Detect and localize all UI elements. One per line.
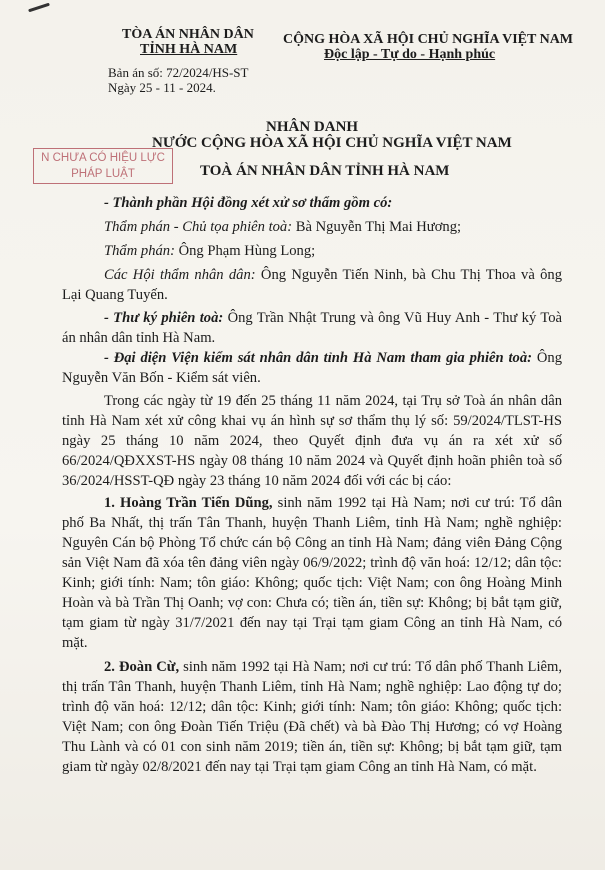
defendant-2-name: 2. Đoàn Cừ, <box>104 659 180 675</box>
stamp-line1: N CHƯA CÓ HIỆU LỰC <box>41 152 165 164</box>
defendant-2-details: sinh năm 1992 tại Hà Nam; nơi cư trú: Tổ dân phố Thanh Liêm, thị trấn Tân Thanh, huyện Thanh Liêm, tỉnh Hà Nam; nghề nghiệp: Lao động tự do; trình độ văn hoá: 12/12; dân tộc: Kinh; giới tính: Nam; tôn giáo: Không; quốc tịch: Việt Nam; con ông Đoàn Tiến Triệu (Đã chết) và bà Đào Thị Hương; có vợ Hoàng Thu Lành và có 01 con sinh năm 2019; tiền án, tiền sự: Không; bị bắt tạm giữ, tạm giam từ ngày 02/8/2021 đến nay tại Trại tạm giam Công an tỉnh Hà Nam, có mặt. <box>62 659 563 775</box>
court-name-line2: TỈNH HÀ NAM <box>140 42 238 57</box>
not-in-effect-stamp <box>33 148 173 184</box>
court-clerk <box>62 308 562 348</box>
procuracy-rep <box>62 348 562 388</box>
judgment-number: Bản án số: 72/2024/HS-ST <box>108 65 249 80</box>
procuracy-label: - Đại diện Viện kiểm sát nhân dân tỉnh Hà Nam tham gia phiên toà: <box>104 350 537 366</box>
national-title: CỘNG HÒA XÃ HỘI CHỦ NGHĨA VIỆT NAM <box>283 32 574 47</box>
judge2-value: Ông Phạm Hùng Long; <box>178 243 316 259</box>
trial-paragraph: Trong các ngày từ 19 đến 25 tháng 11 năm 2024, tại Trụ sở Toà án nhân dân tỉnh Hà Nam xét xử công khai vụ án hình sự sơ thẩm thụ lý số: 59/2024/TLST-HS ngày 25 tháng 10 năm 2024, theo Quyết định đưa vụ án ra xét xử số 66/2024/QĐXXST-HS ngày 08 tháng 10 năm 2024 và Quyết định hoãn phiên toà số 36/2024/HSST-QĐ ngày 23 tháng 10 năm 2024 đối với các bị cáo: <box>62 393 562 489</box>
panel-heading-text: - Thành phần Hội đồng xét xử sơ thẩm gồm có: <box>104 195 393 211</box>
stamp-line2: PHÁP LUẬT <box>71 168 135 180</box>
pen-mark <box>28 3 50 13</box>
in-the-name-of: NHÂN DANH <box>266 119 359 135</box>
judge-value: Bà Nguyễn Thị Mai Hương; <box>295 219 462 235</box>
defendant-1 <box>62 493 562 653</box>
judge <box>62 241 562 261</box>
defendant-2 <box>62 657 562 777</box>
court-name-line1: TÒA ÁN NHÂN DÂN <box>122 27 254 42</box>
judgment-date: Ngày 25 - 11 - 2024. <box>108 80 216 95</box>
people-assessors <box>62 265 562 305</box>
assessors-label: Các Hội thẩm nhân dân: <box>104 267 261 283</box>
clerk-value: Ông Trần Nhật Trung và ông Vũ Huy Anh - Thư ký Toà án nhân dân tỉnh Hà Nam. <box>62 310 562 346</box>
country-name: NƯỚC CỘNG HÒA XÃ HỘI CHỦ NGHĨA VIỆT NAM <box>152 135 512 151</box>
presiding-judge <box>62 217 562 237</box>
national-motto: Độc lập - Tự do - Hạnh phúc <box>324 47 496 62</box>
panel-heading <box>62 193 562 213</box>
judge2-label: Thẩm phán: <box>104 243 179 259</box>
judge-label: Thẩm phán - Chủ tọa phiên toà: <box>104 219 296 235</box>
assessors-value: Ông Nguyễn Tiến Ninh, bà Chu Thị Thoa và ông Lại Quang Tuyến. <box>62 267 562 303</box>
court-title: TOÀ ÁN NHÂN DÂN TỈNH HÀ NAM <box>200 163 450 179</box>
defendant-1-name: 1. Hoàng Trần Tiến Dũng, <box>104 495 273 511</box>
procuracy-value: Ông Nguyễn Văn Bốn - Kiểm sát viên. <box>62 350 562 386</box>
defendant-1-details: sinh năm 1992 tại Hà Nam; nơi cư trú: Tổ dân phố Ba Nhất, thị trấn Tân Thanh, huyện Thanh Liêm, tỉnh Hà Nam; nghề nghiệp: Nguyên Cán bộ Phòng Tổ chức cán bộ Công an tỉnh Hà Nam; đảng viên Đảng Cộng sản Việt Nam đã xóa tên đảng viên ngày 06/9/2022; trình độ văn hoá: 12/12; dân tộc: Kinh; giới tính: Nam; tôn giáo: Không; quốc tịch: Việt Nam; con ông Hoàng Minh Hoàn và bà Trần Thị Oanh; vợ con: Chưa có; tiền án, tiền sự: Không; bị bắt tạm giữ, tạm giam từ ngày 31/7/2021 đến nay tại Trại tạm giam Công an tỉnh Hà Nam, có mặt. <box>62 495 563 651</box>
clerk-label: - Thư ký phiên toà: <box>104 310 228 326</box>
